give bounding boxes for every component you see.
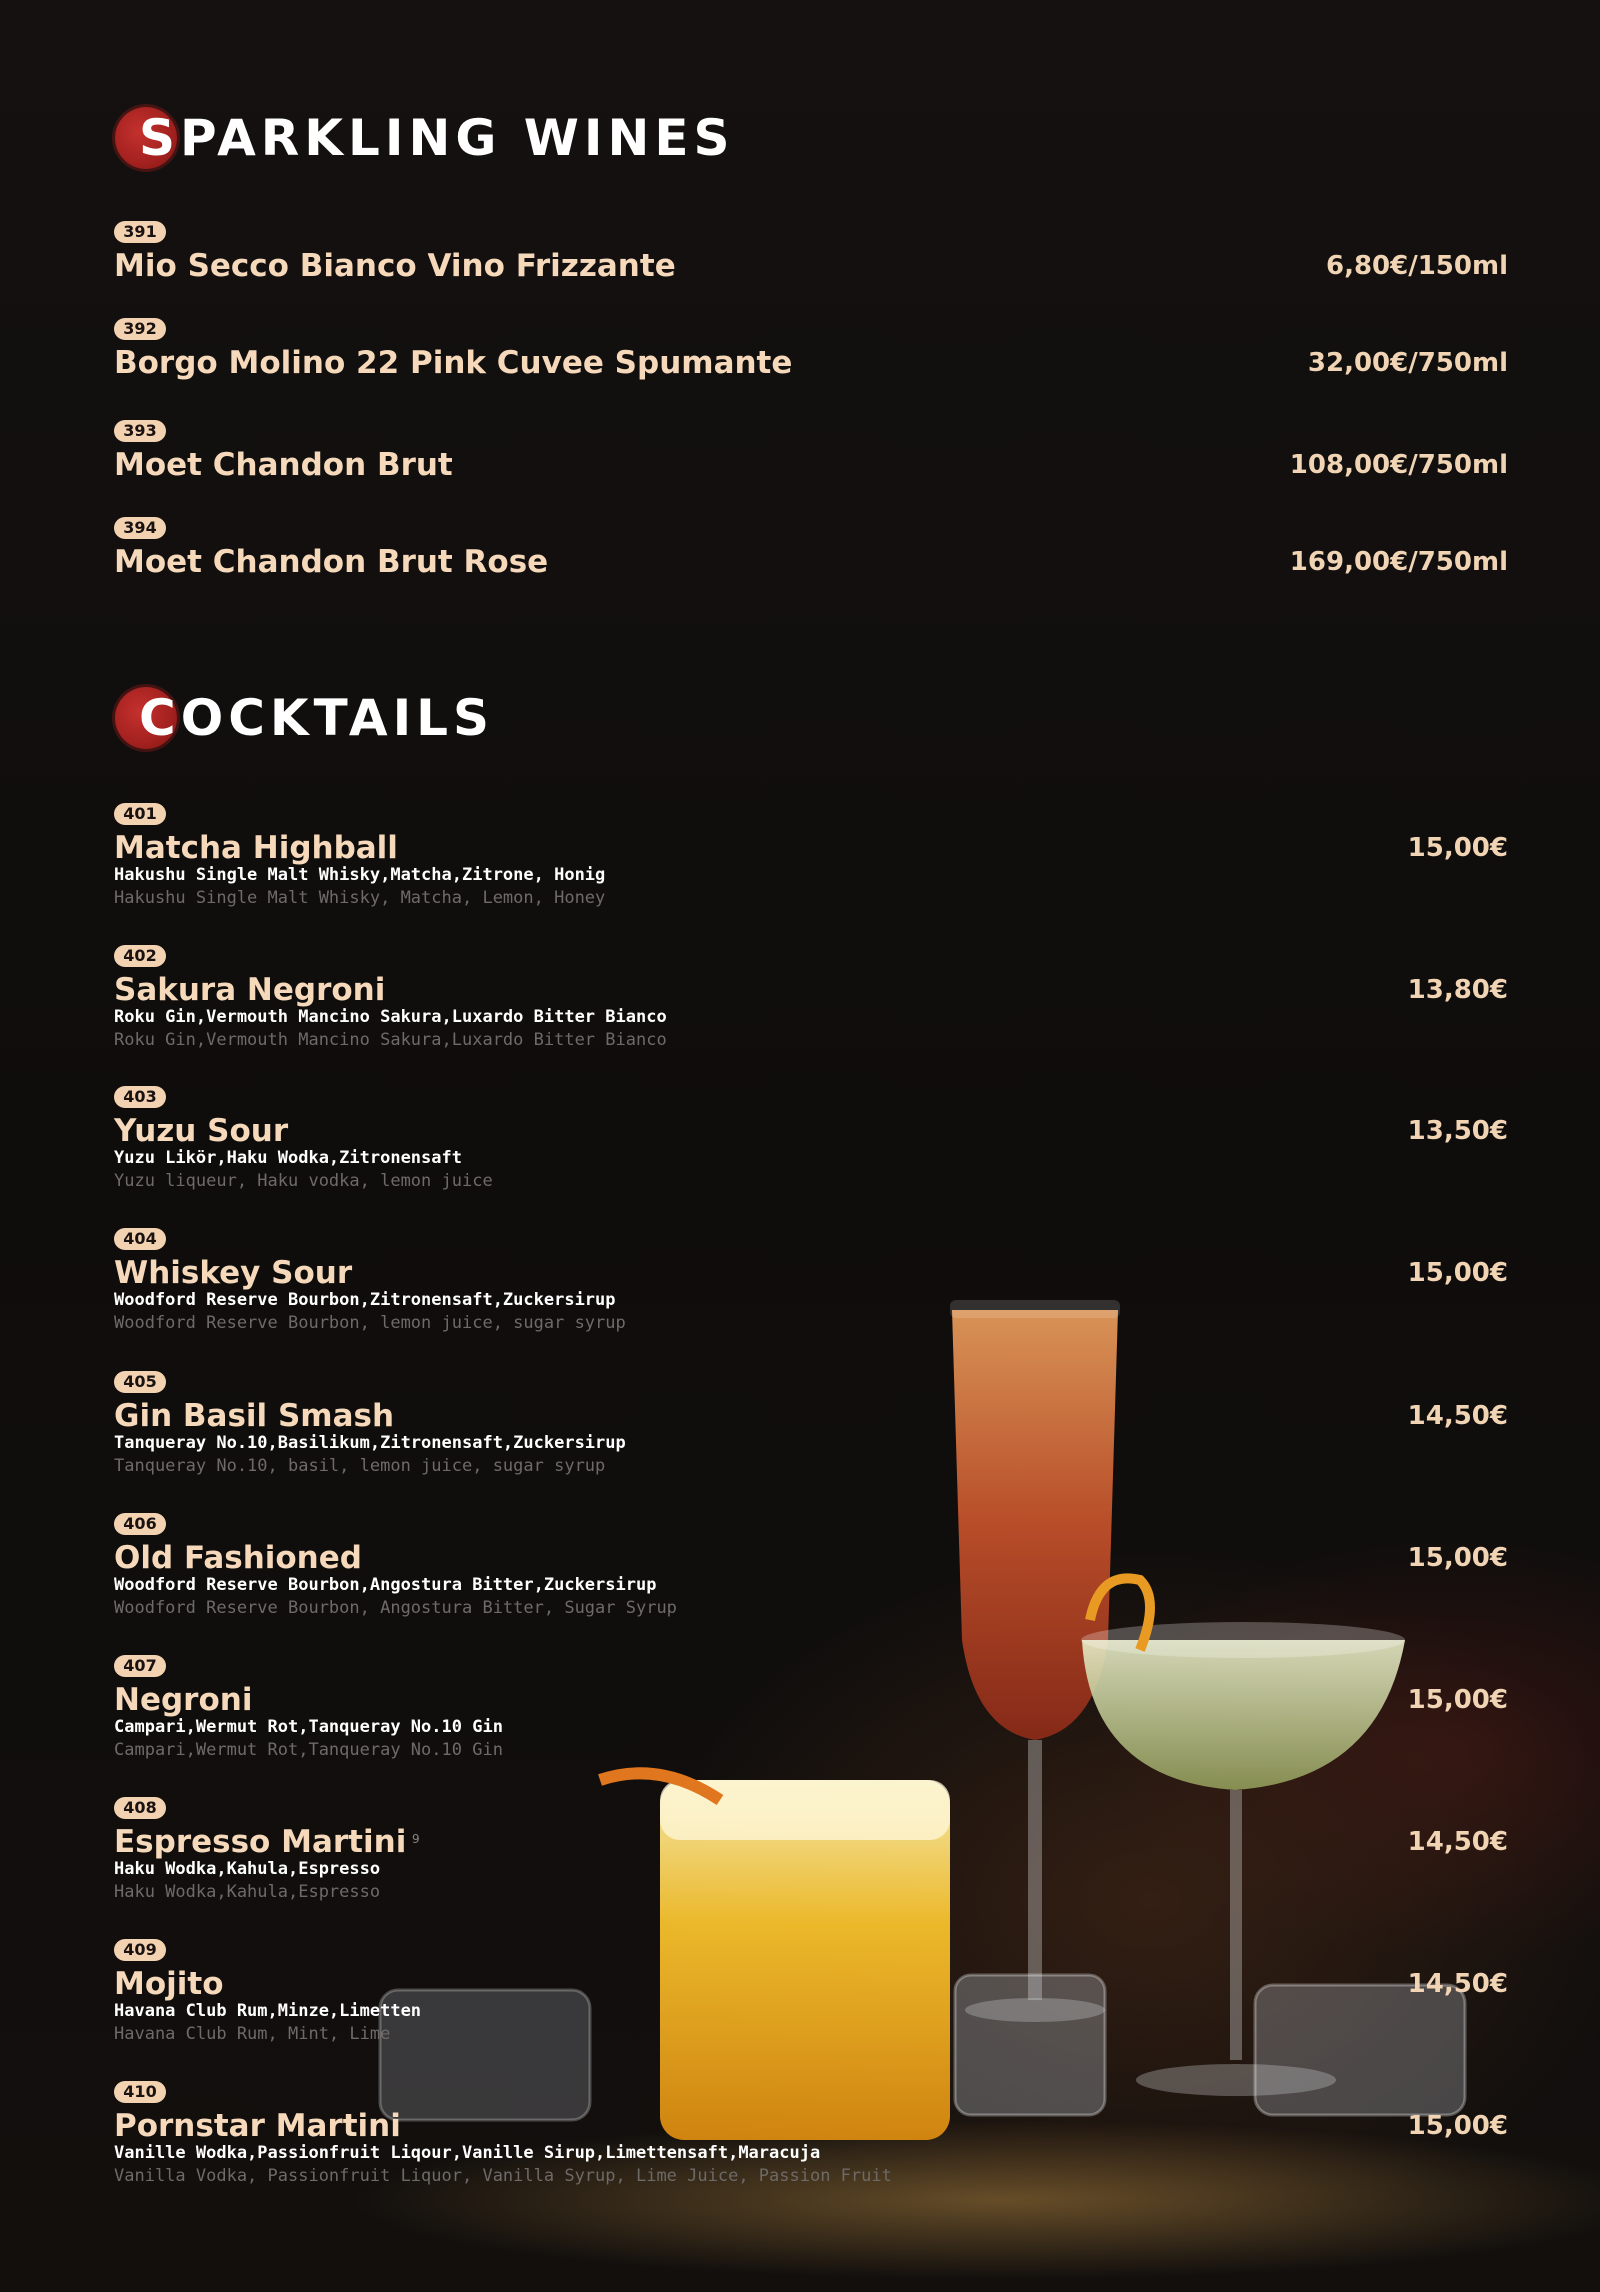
item-number-badge: 402 bbox=[114, 945, 166, 967]
item-number-badge: 407 bbox=[114, 1655, 166, 1677]
item-number-badge: 408 bbox=[114, 1797, 166, 1819]
item-number-badge: 409 bbox=[114, 1939, 166, 1961]
cocktail-price: 14,50€ bbox=[1407, 1827, 1508, 1857]
cocktail-description-de: Yuzu Likör,Haku Wodka,Zitronensaft bbox=[114, 1148, 462, 1168]
item-number-badge: 392 bbox=[114, 318, 166, 340]
cocktail-description-de: Vanille Wodka,Passionfruit Liqour,Vanille Sirup,Limettensaft,Maracuja bbox=[114, 2143, 821, 2163]
cocktail-name: Gin Basil Smash bbox=[114, 1398, 395, 1434]
cocktail-description-de: Roku Gin,Vermouth Mancino Sakura,Luxardo Bitter Bianco bbox=[114, 1007, 667, 1027]
cocktail-description-de: Woodford Reserve Bourbon,Zitronensaft,Zuckersirup bbox=[114, 1290, 616, 1310]
cocktail-description-en: Hakushu Single Malt Whisky, Matcha, Lemon, Honey bbox=[114, 888, 606, 908]
cocktail-price: 15,00€ bbox=[1407, 1543, 1508, 1573]
cocktail-price: 13,80€ bbox=[1407, 975, 1508, 1005]
wine-price: 169,00€/750ml bbox=[1289, 547, 1508, 577]
wine-price: 6,80€/150ml bbox=[1325, 251, 1508, 281]
cocktail-name: Pornstar Martini bbox=[114, 2108, 401, 2144]
cocktail-price: 14,50€ bbox=[1407, 1969, 1508, 1999]
cocktail-description-en: Roku Gin,Vermouth Mancino Sakura,Luxardo Bitter Bianco bbox=[114, 1030, 667, 1050]
sparkling-wines-heading: SPARKLING WINES bbox=[115, 103, 711, 173]
cocktail-description-en: Tanqueray No.10, basil, lemon juice, sugar syrup bbox=[114, 1456, 606, 1476]
cocktail-name: Negroni bbox=[114, 1682, 253, 1718]
cocktail-name: Sakura Negroni bbox=[114, 972, 386, 1008]
item-number-badge: 394 bbox=[114, 517, 166, 539]
wine-name: Borgo Molino 22 Pink Cuvee Spumante bbox=[114, 345, 793, 381]
cocktails-heading: COCKTAILS bbox=[115, 683, 470, 753]
cocktail-price: 15,00€ bbox=[1407, 2111, 1508, 2141]
wine-name: Mio Secco Bianco Vino Frizzante bbox=[114, 248, 676, 284]
item-number-badge: 405 bbox=[114, 1371, 166, 1393]
cocktail-price: 13,50€ bbox=[1407, 1116, 1508, 1146]
cocktail-price: 15,00€ bbox=[1407, 1258, 1508, 1288]
cocktail-name: Yuzu Sour bbox=[114, 1113, 289, 1149]
item-number-badge: 393 bbox=[114, 420, 166, 442]
item-number-badge: 391 bbox=[114, 221, 166, 243]
cocktail-description-de: Haku Wodka,Kahula,Espresso bbox=[114, 1859, 381, 1879]
cocktail-price: 15,00€ bbox=[1407, 1685, 1508, 1715]
cocktail-name: Old Fashioned bbox=[114, 1540, 362, 1576]
wine-name: Moet Chandon Brut bbox=[114, 447, 453, 483]
cocktail-description-en: Yuzu liqueur, Haku vodka, lemon juice bbox=[114, 1171, 493, 1191]
cocktail-description-de: Woodford Reserve Bourbon,Angostura Bitter,Zuckersirup bbox=[114, 1575, 657, 1595]
cocktail-description-de: Havana Club Rum,Minze,Limetten bbox=[114, 2001, 422, 2021]
wine-price: 108,00€/750ml bbox=[1289, 450, 1508, 480]
cocktail-description-en: Havana Club Rum, Mint, Lime bbox=[114, 2024, 391, 2044]
wine-price: 32,00€/750ml bbox=[1307, 348, 1508, 378]
cocktail-description-de: Campari,Wermut Rot,Tanqueray No.10 Gin bbox=[114, 1717, 503, 1737]
cocktail-name: Espresso Martini bbox=[114, 1824, 407, 1860]
cocktail-description-de: Hakushu Single Malt Whisky,Matcha,Zitrone, Honig bbox=[114, 865, 606, 885]
cocktail-description-en: Haku Wodka,Kahula,Espresso bbox=[114, 1882, 381, 1902]
item-number-badge: 401 bbox=[114, 803, 166, 825]
cocktail-description-en: Woodford Reserve Bourbon, lemon juice, sugar syrup bbox=[114, 1313, 626, 1333]
item-number-badge: 406 bbox=[114, 1513, 166, 1535]
item-number-badge: 410 bbox=[114, 2081, 166, 2103]
item-number-badge: 404 bbox=[114, 1228, 166, 1250]
cocktail-name: Mojito bbox=[114, 1966, 224, 2002]
cocktail-name: Matcha Highball bbox=[114, 830, 398, 866]
wine-name: Moet Chandon Brut Rose bbox=[114, 544, 549, 580]
cocktail-name: Whiskey Sour bbox=[114, 1255, 353, 1291]
cocktail-description-de: Tanqueray No.10,Basilikum,Zitronensaft,Zuckersirup bbox=[114, 1433, 626, 1453]
item-number-badge: 403 bbox=[114, 1086, 166, 1108]
cocktail-description-en: Vanilla Vodka, Passionfruit Liquor, Vanilla Syrup, Lime Juice, Passion Fruit bbox=[114, 2166, 892, 2186]
cocktail-price: 15,00€ bbox=[1407, 833, 1508, 863]
cocktail-description-en: Woodford Reserve Bourbon, Angostura Bitter, Sugar Syrup bbox=[114, 1598, 677, 1618]
cocktail-price: 14,50€ bbox=[1407, 1401, 1508, 1431]
page-number: 9 bbox=[412, 1832, 420, 1846]
cocktail-description-en: Campari,Wermut Rot,Tanqueray No.10 Gin bbox=[114, 1740, 503, 1760]
